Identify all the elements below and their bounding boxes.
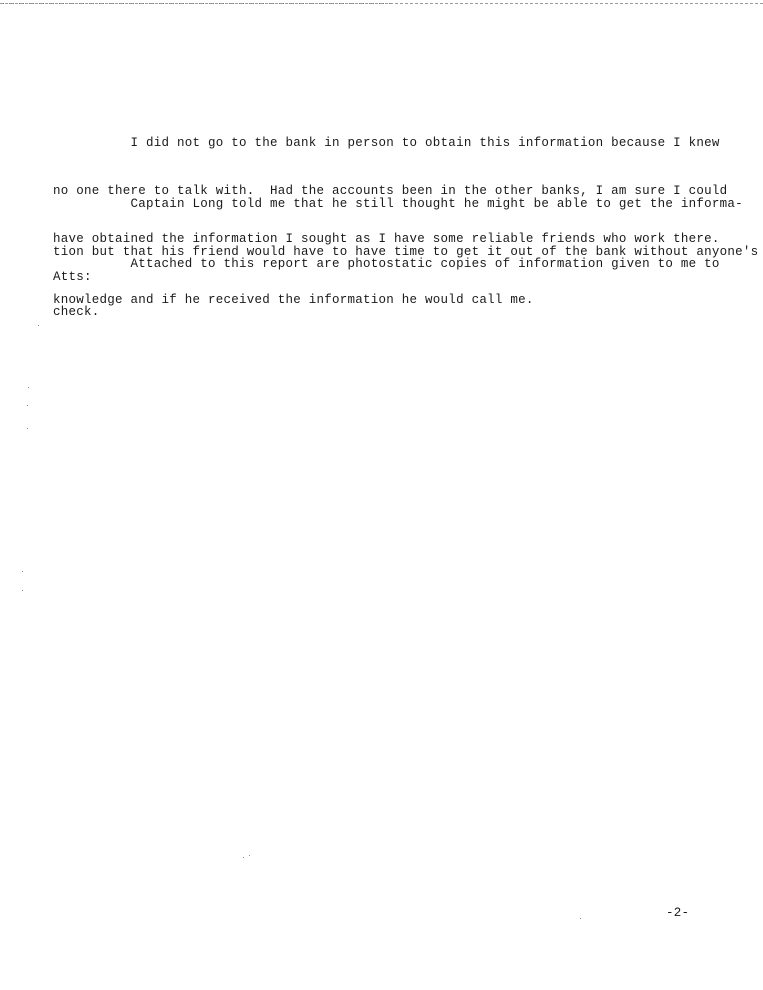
- text-line: I did not go to the bank in person to obtain this information because I knew: [53, 136, 720, 150]
- text-line: check.: [53, 305, 100, 319]
- page-number: -2-: [666, 906, 690, 920]
- text-line: tion but that his friend would have to have time to get it out of the bank without anyone's: [53, 245, 759, 259]
- scan-top-edge: [0, 3, 763, 4]
- text-line: Captain Long told me that he still thought he might be able to get the informa-: [53, 197, 743, 211]
- scan-speck: [27, 405, 28, 406]
- scan-speck: [28, 387, 29, 388]
- text-line: have obtained the information I sought as I have some reliable friends who work there.: [53, 232, 720, 246]
- scan-speck: [22, 590, 23, 591]
- scan-speck: [22, 571, 23, 572]
- scan-speck: [38, 325, 39, 326]
- scan-speck: [243, 857, 244, 858]
- scan-speck: [580, 918, 581, 919]
- text-line: knowledge and if he received the information he would call me.: [53, 293, 534, 307]
- attachments-label: Atts:: [53, 270, 92, 284]
- scan-speck: [27, 428, 28, 429]
- text-line: Attached to this report are photostatic copies of information given to me to: [53, 257, 720, 271]
- text-line: no one there to talk with. Had the accounts been in the other banks, I am sure I could: [53, 184, 728, 198]
- scan-speck: [249, 855, 250, 856]
- paragraph-attachments: [53, 224, 720, 336]
